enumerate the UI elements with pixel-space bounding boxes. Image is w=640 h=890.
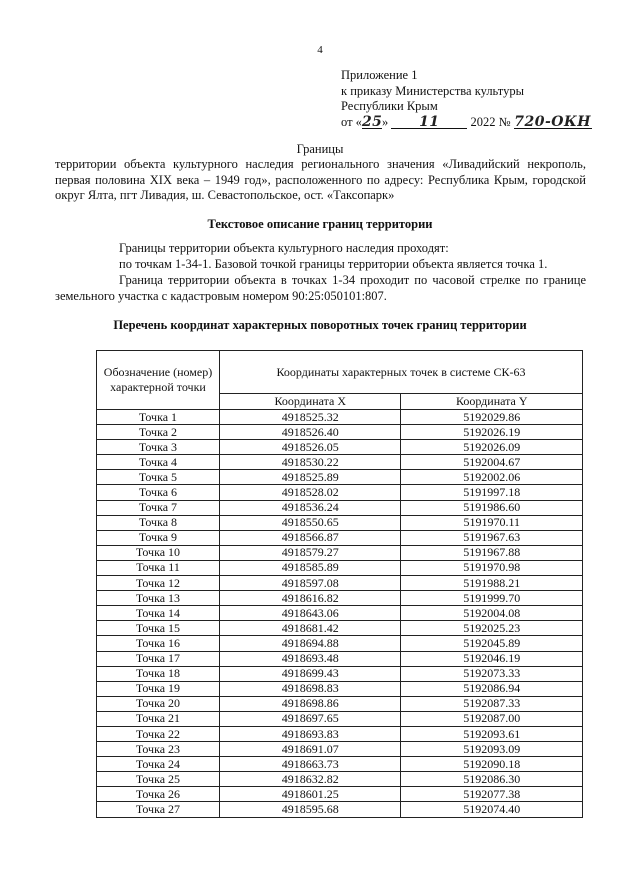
coordinate-x-cell: 4918526.40 bbox=[220, 425, 401, 440]
order-month: 11 bbox=[391, 116, 467, 129]
table-row bbox=[97, 802, 583, 817]
point-name-cell: Точка 1 bbox=[97, 410, 220, 425]
point-name-cell: Точка 2 bbox=[97, 425, 220, 440]
coordinate-x-cell: 4918698.86 bbox=[220, 696, 401, 711]
order-number: 720-ОКН bbox=[514, 113, 591, 130]
table-row bbox=[97, 470, 583, 485]
column-header-y: Координата Y bbox=[401, 394, 583, 410]
coordinate-x-cell: 4918632.82 bbox=[220, 772, 401, 787]
table-row bbox=[97, 757, 583, 772]
point-name-cell: Точка 6 bbox=[97, 485, 220, 500]
coordinate-x-cell: 4918579.27 bbox=[220, 545, 401, 560]
coordinate-x-cell: 4918526.05 bbox=[220, 440, 401, 455]
table-row bbox=[97, 560, 583, 575]
coordinate-y-cell: 5192004.08 bbox=[401, 606, 583, 621]
appendix-line-2: к приказу Министерства культуры bbox=[341, 83, 524, 98]
table-row bbox=[97, 530, 583, 545]
coordinate-y-cell: 5192004.67 bbox=[401, 455, 583, 470]
coordinate-y-cell: 5191988.21 bbox=[401, 576, 583, 591]
appendix-header bbox=[341, 68, 592, 130]
coordinate-x-cell: 4918585.89 bbox=[220, 560, 401, 575]
table-row bbox=[97, 636, 583, 651]
point-name-cell: Точка 22 bbox=[97, 726, 220, 741]
order-day: 25 bbox=[361, 113, 383, 130]
point-name-cell: Точка 20 bbox=[97, 696, 220, 711]
point-name-cell: Точка 5 bbox=[97, 470, 220, 485]
coordinate-x-cell: 4918595.68 bbox=[220, 802, 401, 817]
table-row bbox=[97, 410, 583, 425]
point-name-cell: Точка 10 bbox=[97, 545, 220, 560]
table-row bbox=[97, 621, 583, 636]
table-row bbox=[97, 425, 583, 440]
coordinate-y-cell: 5192026.09 bbox=[401, 440, 583, 455]
coordinate-y-cell: 5192087.33 bbox=[401, 696, 583, 711]
coordinate-y-cell: 5192073.33 bbox=[401, 666, 583, 681]
boundary-paragraph-1: Границы территории объекта культурного наследия проходят: bbox=[119, 241, 449, 255]
table-row bbox=[97, 787, 583, 802]
point-name-cell: Точка 7 bbox=[97, 500, 220, 515]
coordinate-x-cell: 4918693.83 bbox=[220, 726, 401, 741]
coordinate-x-cell: 4918525.32 bbox=[220, 410, 401, 425]
table-row bbox=[97, 772, 583, 787]
coordinate-x-cell: 4918663.73 bbox=[220, 757, 401, 772]
coordinate-y-cell: 5192093.61 bbox=[401, 726, 583, 741]
coordinate-x-cell: 4918616.82 bbox=[220, 591, 401, 606]
coordinate-y-cell: 5192045.89 bbox=[401, 636, 583, 651]
coordinate-x-cell: 4918698.83 bbox=[220, 681, 401, 696]
table-row bbox=[97, 545, 583, 560]
point-name-cell: Точка 23 bbox=[97, 742, 220, 757]
coordinate-y-cell: 5192002.06 bbox=[401, 470, 583, 485]
coordinate-x-cell: 4918691.07 bbox=[220, 742, 401, 757]
coordinate-x-cell: 4918536.24 bbox=[220, 500, 401, 515]
point-name-cell: Точка 15 bbox=[97, 621, 220, 636]
number-sign: № bbox=[498, 114, 511, 129]
point-name-cell: Точка 14 bbox=[97, 606, 220, 621]
table-row bbox=[97, 681, 583, 696]
point-name-cell: Точка 27 bbox=[97, 802, 220, 817]
column-header-designation: Обозначение (номер) характерной точки bbox=[97, 351, 220, 410]
coordinate-y-cell: 5192025.23 bbox=[401, 621, 583, 636]
coordinate-y-cell: 5192086.94 bbox=[401, 681, 583, 696]
coordinate-x-cell: 4918525.89 bbox=[220, 470, 401, 485]
date-prefix: от « bbox=[341, 114, 362, 129]
object-description: территории объекта культурного наследия регионального значения «Ливадийский некрополь, первая половина XIX века – 1949 год», расположенного по адресу: Республика Крым, городской округ Ялта, пгт Ливадия, ш. Севастопольское, ост. «Таксопарк» bbox=[55, 157, 586, 202]
table-row bbox=[97, 666, 583, 681]
point-name-cell: Точка 18 bbox=[97, 666, 220, 681]
coordinate-y-cell: 5192046.19 bbox=[401, 651, 583, 666]
coordinate-x-cell: 4918681.42 bbox=[220, 621, 401, 636]
table-row bbox=[97, 742, 583, 757]
table-row bbox=[97, 576, 583, 591]
coordinate-y-cell: 5192029.86 bbox=[401, 410, 583, 425]
point-name-cell: Точка 12 bbox=[97, 576, 220, 591]
coordinates-table-heading: Перечень координат характерных поворотных точек границ территории bbox=[113, 318, 527, 332]
table-row bbox=[97, 485, 583, 500]
page-number: 4 bbox=[317, 44, 323, 56]
table-row bbox=[97, 515, 583, 530]
coordinate-y-cell: 5191999.70 bbox=[401, 591, 583, 606]
point-name-cell: Точка 16 bbox=[97, 636, 220, 651]
point-name-cell: Точка 21 bbox=[97, 711, 220, 726]
coordinate-y-cell: 5191997.18 bbox=[401, 485, 583, 500]
coordinate-y-cell: 5192077.38 bbox=[401, 787, 583, 802]
column-header-x: Координата X bbox=[220, 394, 401, 410]
point-name-cell: Точка 19 bbox=[97, 681, 220, 696]
point-name-cell: Точка 9 bbox=[97, 530, 220, 545]
coordinate-x-cell: 4918694.88 bbox=[220, 636, 401, 651]
order-year: 2022 bbox=[470, 114, 496, 129]
date-day-suffix: » bbox=[381, 114, 389, 129]
coordinates-table bbox=[96, 350, 583, 818]
coordinate-x-cell: 4918693.48 bbox=[220, 651, 401, 666]
point-name-cell: Точка 8 bbox=[97, 515, 220, 530]
text-description-heading: Текстовое описание границ территории bbox=[207, 217, 433, 231]
coordinate-x-cell: 4918601.25 bbox=[220, 787, 401, 802]
table-row bbox=[97, 726, 583, 741]
coordinate-y-cell: 5191970.11 bbox=[401, 515, 583, 530]
point-name-cell: Точка 17 bbox=[97, 651, 220, 666]
appendix-line-3: Республики Крым bbox=[341, 99, 438, 113]
table-row bbox=[97, 500, 583, 515]
coordinate-y-cell: 5192090.18 bbox=[401, 757, 583, 772]
appendix-line-1: Приложение 1 bbox=[341, 68, 418, 82]
order-date-line bbox=[341, 115, 592, 131]
table-row bbox=[97, 440, 583, 455]
point-name-cell: Точка 3 bbox=[97, 440, 220, 455]
boundary-paragraph-3: Граница территории объекта в точках 1-34 проходит по часовой стрелке по границе земельного участка с кадастровым номером 90:25:050101:807. bbox=[55, 273, 586, 303]
coordinate-x-cell: 4918597.08 bbox=[220, 576, 401, 591]
column-header-coordinate-system: Координаты характерных точек в системе СК-63 bbox=[220, 351, 583, 394]
table-row bbox=[97, 711, 583, 726]
coordinate-y-cell: 5192087.00 bbox=[401, 711, 583, 726]
coordinate-y-cell: 5192093.09 bbox=[401, 742, 583, 757]
coordinate-x-cell: 4918528.02 bbox=[220, 485, 401, 500]
coordinate-y-cell: 5191967.88 bbox=[401, 545, 583, 560]
coordinate-y-cell: 5192086.30 bbox=[401, 772, 583, 787]
point-name-cell: Точка 13 bbox=[97, 591, 220, 606]
point-name-cell: Точка 4 bbox=[97, 455, 220, 470]
table-row bbox=[97, 591, 583, 606]
coordinate-x-cell: 4918550.65 bbox=[220, 515, 401, 530]
coordinate-x-cell: 4918697.65 bbox=[220, 711, 401, 726]
coordinate-x-cell: 4918643.06 bbox=[220, 606, 401, 621]
coordinate-y-cell: 5191986.60 bbox=[401, 500, 583, 515]
table-row bbox=[97, 455, 583, 470]
document-title: Границы bbox=[296, 142, 344, 156]
table-row bbox=[97, 696, 583, 711]
coordinate-x-cell: 4918566.87 bbox=[220, 530, 401, 545]
boundary-paragraph-2: по точкам 1-34-1. Базовой точкой границы территории объекта является точка 1. bbox=[119, 257, 548, 271]
point-name-cell: Точка 24 bbox=[97, 757, 220, 772]
point-name-cell: Точка 25 bbox=[97, 772, 220, 787]
coordinate-x-cell: 4918530.22 bbox=[220, 455, 401, 470]
point-name-cell: Точка 26 bbox=[97, 787, 220, 802]
coordinate-x-cell: 4918699.43 bbox=[220, 666, 401, 681]
coordinate-y-cell: 5191970.98 bbox=[401, 560, 583, 575]
point-name-cell: Точка 11 bbox=[97, 560, 220, 575]
table-row bbox=[97, 651, 583, 666]
coordinate-y-cell: 5192074.40 bbox=[401, 802, 583, 817]
coordinate-y-cell: 5191967.63 bbox=[401, 530, 583, 545]
table-row bbox=[97, 606, 583, 621]
coordinate-y-cell: 5192026.19 bbox=[401, 425, 583, 440]
